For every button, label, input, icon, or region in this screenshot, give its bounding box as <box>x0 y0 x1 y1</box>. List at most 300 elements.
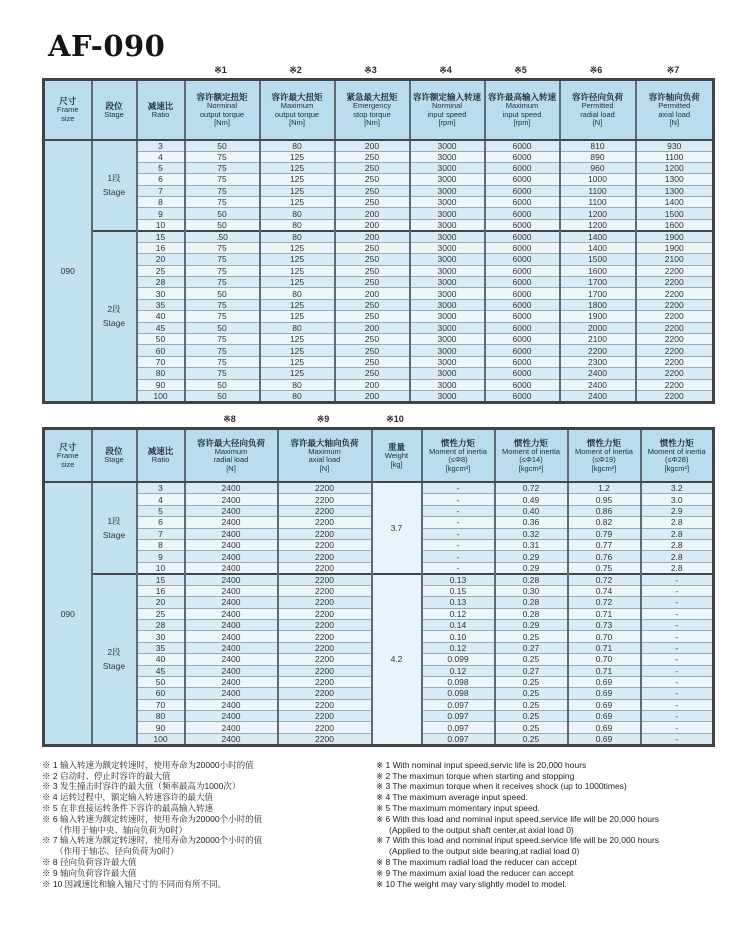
spec-value-cell: 2200 <box>278 551 372 562</box>
spec-value-cell: 2400 <box>560 379 636 390</box>
footnote-line: ※ 6 With this load and nominal input speed,service life will be 20,000 hours <box>376 813 660 824</box>
spec-value-cell: 6000 <box>485 140 560 152</box>
header-label-en: Emergency <box>353 101 391 110</box>
spec-value-cell: 2200 <box>636 288 714 299</box>
footnote-line: ※ 3 发生撞击时容许的最大值（频率最高为1000次） <box>42 781 241 792</box>
ratio-cell: 10 <box>137 219 185 231</box>
footnote-line: ※ 10 The weight may vary slightly model to model. <box>376 878 567 889</box>
ratio-cell: 6 <box>137 174 185 185</box>
spec-value-cell: 1400 <box>636 197 714 208</box>
table1-ref-marks-row <box>42 62 712 78</box>
spec-value-cell: 3000 <box>410 379 485 390</box>
ratio-cell: 25 <box>137 608 185 619</box>
spec-value-cell: 2400 <box>185 676 278 687</box>
spec-value-cell: 0.25 <box>495 688 568 699</box>
spec-value-cell: 6000 <box>485 288 560 299</box>
header-label-en: Maximum <box>280 101 314 110</box>
spec-value-cell: 1500 <box>636 208 714 219</box>
spec-value-cell: 6000 <box>485 368 560 379</box>
spec-value-cell: 6000 <box>485 197 560 208</box>
spec-value-cell: 0.12 <box>422 608 495 619</box>
header-label-en: Frame <box>56 105 79 115</box>
spec-value-cell: 0.86 <box>568 505 641 516</box>
spec-value-cell: 0.25 <box>495 699 568 710</box>
spec-value-cell: 2200 <box>278 699 372 710</box>
spec-value-cell: 250 <box>335 277 410 288</box>
spec-value-cell: 6000 <box>485 379 560 390</box>
footnote-line: ※ 4 运转过程中，额定输入转速容许的最大值 <box>42 792 213 803</box>
spec-value-cell: 6000 <box>485 299 560 310</box>
spec-value-cell: 6000 <box>485 356 560 367</box>
spec-value-cell: - <box>641 585 714 596</box>
spec-value-cell: 0.097 <box>422 722 495 733</box>
ratio-cell: 8 <box>137 539 185 550</box>
spec-value-cell: 200 <box>335 231 410 243</box>
ref-mark-empty <box>135 62 183 78</box>
spec-value-cell: 75 <box>185 242 260 253</box>
header-cell <box>92 428 137 482</box>
ratio-cell: 60 <box>137 345 185 356</box>
header-label-en: Norminal <box>206 101 237 110</box>
ratio-cell: 20 <box>137 597 185 608</box>
spec-value-cell: 80 <box>260 379 335 390</box>
spec-value-cell: 125 <box>260 333 335 344</box>
header-cell <box>185 428 278 482</box>
spec-value-cell: 75 <box>185 277 260 288</box>
spec-value-cell: 250 <box>335 254 410 265</box>
spec-value-cell: 75 <box>185 333 260 344</box>
spec-value-cell: 250 <box>335 345 410 356</box>
stage-cell: 2段 Stage <box>92 574 137 746</box>
header-label-zh: 段位 <box>105 446 123 457</box>
header-label-zh: 减速比 <box>147 446 174 457</box>
header-label-en: axial load <box>658 109 691 119</box>
weight-cell: 3.7 <box>372 482 422 573</box>
ratio-cell: 25 <box>137 265 185 276</box>
spec-value-cell: 0.25 <box>495 676 568 687</box>
header-label-en: Maximum <box>214 446 248 456</box>
spec-value-cell: 0.70 <box>568 631 641 642</box>
spec-value-cell: 0.25 <box>495 654 568 665</box>
spec-value-cell: 6000 <box>485 390 560 402</box>
spec-value-cell: 0.32 <box>495 528 568 539</box>
spec-value-cell: 2200 <box>278 539 372 550</box>
header-label-en: output torque <box>274 109 320 119</box>
ratio-cell: 45 <box>137 322 185 333</box>
spec-value-cell: 2400 <box>185 539 278 550</box>
spec-value-cell: 0.71 <box>568 642 641 653</box>
spec-value-cell: 2.9 <box>641 505 714 516</box>
spec-value-cell: 200 <box>335 322 410 333</box>
spec-value-cell: 80 <box>260 390 335 402</box>
ref-mark: ※10 <box>386 413 404 424</box>
spec-value-cell: 0.79 <box>568 528 641 539</box>
spec-value-cell: 2400 <box>185 631 278 642</box>
header-label-en: [N] <box>226 463 236 473</box>
spec-value-cell: - <box>422 494 495 505</box>
spec-value-cell: 6000 <box>485 277 560 288</box>
spec-value-cell: 0.70 <box>568 654 641 665</box>
header-label-en: [rpm] <box>438 118 456 127</box>
stage-cell: 1段 Stage <box>92 140 137 231</box>
ref-mark-empty <box>566 411 639 427</box>
spec-value-cell: 0.75 <box>568 562 641 574</box>
spec-value-cell: 0.12 <box>422 665 495 676</box>
header-label-en: [kgcm²] <box>664 463 690 473</box>
spec-value-cell: 3000 <box>410 231 485 243</box>
footnote-line: ※ 8 The maximum radial load the reducer can accept <box>376 857 577 868</box>
ratio-cell: 50 <box>137 333 185 344</box>
spec-value-cell: 0.098 <box>422 676 495 687</box>
spec-value-cell: 250 <box>335 311 410 322</box>
ref-mark: ※1 <box>214 65 227 75</box>
spec-value-cell: 0.25 <box>495 722 568 733</box>
spec-value-cell: 2200 <box>560 345 636 356</box>
ratio-cell: 30 <box>137 288 185 299</box>
header-label-en: Moment of inertia <box>429 446 487 456</box>
spec-value-cell: 0.13 <box>422 574 495 586</box>
spec-value-cell: 3000 <box>410 299 485 310</box>
spec-value-cell: 250 <box>335 197 410 208</box>
ratio-cell: 7 <box>137 185 185 196</box>
spec-value-cell: 75 <box>185 311 260 322</box>
spec-value-cell: 250 <box>335 174 410 185</box>
spec-value-cell: 3000 <box>410 368 485 379</box>
spec-value-cell: 250 <box>335 265 410 276</box>
spec-value-cell: 960 <box>560 162 636 173</box>
spec-value-cell: 2200 <box>636 390 714 402</box>
spec-value-cell: 6000 <box>485 185 560 196</box>
spec-value-cell: 75 <box>185 265 260 276</box>
spec-value-cell: - <box>641 642 714 653</box>
spec-value-cell: 1100 <box>636 151 714 162</box>
spec-value-cell: 200 <box>335 379 410 390</box>
spec-value-cell: 125 <box>260 311 335 322</box>
spec-value-cell: 250 <box>335 151 410 162</box>
header-label-en: Maximum <box>308 446 341 456</box>
spec-value-cell: 125 <box>260 242 335 253</box>
spec-value-cell: 75 <box>185 197 260 208</box>
spec-value-cell: 0.15 <box>422 585 495 596</box>
spec-value-cell: 125 <box>260 356 335 367</box>
header-cell <box>636 80 714 140</box>
spec-value-cell: 2200 <box>278 608 372 619</box>
spec-value-cell: 2400 <box>560 390 636 402</box>
header-label-zh: 紧急最大扭矩 <box>346 92 398 102</box>
spec-value-cell: 0.71 <box>568 608 641 619</box>
header-cell <box>485 80 560 140</box>
ref-mark-empty <box>420 411 493 427</box>
header-label-en: size <box>61 459 75 469</box>
footnote-line: ※ 7 输入转速为额定转速时，使用寿命为20000个小时的值 <box>42 835 263 846</box>
spec-value-cell: 200 <box>335 390 410 402</box>
ratio-cell: 16 <box>137 242 185 253</box>
spec-value-cell: 2400 <box>185 585 278 596</box>
ratio-cell: 90 <box>137 722 185 733</box>
spec-value-cell: 6000 <box>485 208 560 219</box>
footnote-line: ※ 2 The maximun torque when starting and stopping <box>376 770 575 781</box>
spec-value-cell: 1400 <box>560 242 636 253</box>
spec-value-cell: 2200 <box>278 574 372 586</box>
spec-value-cell: 2400 <box>185 688 278 699</box>
header-label-en: (≤Φ28) <box>665 455 689 465</box>
ratio-cell: 9 <box>137 551 185 562</box>
footnote-line: (Applied to the output side bearing,at radial load 0) <box>389 846 580 857</box>
ratio-cell: 8 <box>137 197 185 208</box>
spec-value-cell: 250 <box>335 242 410 253</box>
spec-value-cell: 6000 <box>485 311 560 322</box>
ratio-cell: 6 <box>137 517 185 528</box>
spec-value-cell: 1600 <box>636 219 714 231</box>
spec-value-cell: 3.2 <box>641 482 714 494</box>
ratio-cell: 3 <box>137 140 185 152</box>
spec-value-cell: 6000 <box>485 254 560 265</box>
spec-value-cell: 2400 <box>185 574 278 586</box>
spec-value-cell: 125 <box>260 151 335 162</box>
header-label-en: Ratio <box>151 455 170 465</box>
spec-value-cell: - <box>641 733 714 745</box>
header-cell <box>560 80 636 140</box>
header-label-en: radial load <box>580 109 615 119</box>
ratio-cell: 70 <box>137 356 185 367</box>
header-label-zh: 容许轴向负荷 <box>648 92 700 102</box>
header-label-zh: 尺寸 <box>59 96 77 107</box>
spec-value-cell: 2200 <box>278 654 372 665</box>
spec-value-cell: 75 <box>185 151 260 162</box>
header-label-en: output torque <box>199 109 245 119</box>
spec-value-cell: 2400 <box>185 494 278 505</box>
spec-value-cell: 3000 <box>410 265 485 276</box>
header-cell <box>92 80 137 140</box>
header-label-en: Weight <box>384 451 409 461</box>
spec-value-cell: 0.49 <box>495 494 568 505</box>
ref-mark: ※7 <box>666 65 680 75</box>
ratio-cell: 3 <box>137 482 185 494</box>
spec-value-cell: 6000 <box>485 231 560 243</box>
header-label-en: size <box>61 113 75 123</box>
header-label-en: [Nm] <box>364 118 380 127</box>
ratio-cell: 40 <box>137 654 185 665</box>
spec-value-cell: 0.29 <box>495 551 568 562</box>
ratio-cell: 35 <box>137 642 185 653</box>
spec-value-cell: 0.72 <box>568 574 641 586</box>
header-label-en: [kg] <box>390 459 403 469</box>
spec-value-cell: 2200 <box>636 379 714 390</box>
header-cell <box>278 428 372 482</box>
spec-value-cell: 0.74 <box>568 585 641 596</box>
spec-value-cell: 3000 <box>410 197 485 208</box>
spec-value-cell: 0.72 <box>568 597 641 608</box>
spec-value-cell: 2200 <box>278 631 372 642</box>
header-cell <box>372 428 422 482</box>
spec-value-cell: 2200 <box>278 688 372 699</box>
spec-value-cell: 80 <box>260 208 335 219</box>
spec-value-cell: 50 <box>185 390 260 402</box>
ref-mark-empty <box>42 62 90 78</box>
spec-value-cell: 2400 <box>185 597 278 608</box>
spec-value-cell: 1300 <box>636 185 714 196</box>
ref-mark: ※5 <box>514 65 527 75</box>
spec-value-cell: 2200 <box>278 665 372 676</box>
footnote-line: ※ 5 The maximum momentary input speed. <box>376 803 540 814</box>
spec-value-cell: 80 <box>260 288 335 299</box>
spec-value-cell: 2200 <box>636 299 714 310</box>
spec-value-cell: 200 <box>335 208 410 219</box>
spec-value-cell: 2200 <box>278 482 372 494</box>
spec-value-cell: 2.8 <box>641 528 714 539</box>
spec-value-cell: 50 <box>185 322 260 333</box>
ref-mark: ※4 <box>439 65 452 75</box>
ref-mark-empty <box>90 411 135 427</box>
spec-value-cell: 0.72 <box>495 482 568 494</box>
spec-value-cell: 3000 <box>410 356 485 367</box>
spec-value-cell: 0.40 <box>495 505 568 516</box>
spec-value-cell: - <box>641 654 714 665</box>
spec-value-cell: 2200 <box>636 277 714 288</box>
ref-mark-empty <box>42 411 90 427</box>
spec-value-cell: 50 <box>185 219 260 231</box>
spec-value-cell: 1500 <box>560 254 636 265</box>
spec-value-cell: 50 <box>185 288 260 299</box>
spec-value-cell: 6000 <box>485 322 560 333</box>
ref-mark: ※2 <box>289 65 302 75</box>
header-label-en: input speed <box>427 109 467 119</box>
spec-value-cell: 6000 <box>485 219 560 231</box>
ratio-cell: 15 <box>137 231 185 243</box>
footnote-line: ※ 7 With this load and nominal input speed.service life will be 20,000 hours <box>376 835 660 846</box>
header-label-en: [Nm] <box>214 118 230 127</box>
spec-value-cell: 0.097 <box>422 699 495 710</box>
spec-value-cell: 125 <box>260 368 335 379</box>
spec-value-cell: 0.097 <box>422 733 495 745</box>
spec-value-cell: 2400 <box>560 368 636 379</box>
spec-value-cell: 2200 <box>278 619 372 630</box>
spec-value-cell: 0.82 <box>568 517 641 528</box>
spec-value-cell: 125 <box>260 174 335 185</box>
frame-size-cell: 090 <box>44 482 92 745</box>
spec-value-cell: 50 <box>185 140 260 152</box>
footnote-line: ※ 2 启动时、停止时容许的最大值 <box>42 770 171 781</box>
spec-value-cell: 50 <box>185 208 260 219</box>
header-label-en: radial load <box>213 455 249 465</box>
spec-value-cell: 890 <box>560 151 636 162</box>
spec-value-cell: 1200 <box>560 219 636 231</box>
spec-value-cell: 2200 <box>636 265 714 276</box>
spec-value-cell: 80 <box>260 231 335 243</box>
spec-value-cell: 0.95 <box>568 494 641 505</box>
ref-mark: ※8 <box>223 413 236 424</box>
header-label-en: input speed <box>502 109 542 119</box>
header-label-en: Stage <box>104 109 124 119</box>
header-cell <box>335 80 410 140</box>
spec-value-cell: 0.14 <box>422 619 495 630</box>
spec-value-cell: 0.69 <box>568 676 641 687</box>
header-cell <box>260 80 335 140</box>
ref-mark: ※3 <box>364 65 377 75</box>
spec-value-cell: 2400 <box>185 551 278 562</box>
ratio-cell: 28 <box>137 277 185 288</box>
spec-value-cell: 250 <box>335 299 410 310</box>
ref-mark-empty <box>493 411 566 427</box>
spec-value-cell: - <box>641 699 714 710</box>
spec-value-cell: - <box>641 597 714 608</box>
spec-value-cell: 2200 <box>278 505 372 516</box>
header-label-en: stop torque <box>353 109 391 119</box>
spec-value-cell: 2200 <box>278 517 372 528</box>
spec-value-cell: 2300 <box>560 356 636 367</box>
ratio-cell: 15 <box>137 574 185 586</box>
header-label-zh: 段位 <box>105 100 123 111</box>
header-label-en: [Nm] <box>289 118 305 127</box>
spec-value-cell: 2400 <box>185 608 278 619</box>
spec-value-cell: 2200 <box>636 356 714 367</box>
footnotes-english <box>376 760 714 890</box>
spec-value-cell: 75 <box>185 299 260 310</box>
ratio-cell: 50 <box>137 676 185 687</box>
spec-value-cell: 2200 <box>636 345 714 356</box>
ratio-cell: 60 <box>137 688 185 699</box>
spec-value-cell: 2200 <box>636 333 714 344</box>
footnote-line: ※ 10 因减速比和输入轴尺寸的不同而有所不同。 <box>42 878 227 889</box>
spec-value-cell: 3000 <box>410 242 485 253</box>
header-label-zh: 容许额定扭矩 <box>196 92 248 102</box>
ratio-cell: 30 <box>137 631 185 642</box>
spec-value-cell: .50 <box>185 231 260 243</box>
spec-value-cell: 2200 <box>278 494 372 505</box>
spec-value-cell: 1700 <box>560 288 636 299</box>
spec-value-cell: 80 <box>260 322 335 333</box>
spec-value-cell: - <box>422 562 495 574</box>
spec-value-cell: 3000 <box>410 390 485 402</box>
header-cell <box>137 428 185 482</box>
spec-value-cell: 2.8 <box>641 562 714 574</box>
ratio-cell: 28 <box>137 619 185 630</box>
spec-value-cell: 75 <box>185 254 260 265</box>
spec-value-cell: - <box>422 551 495 562</box>
spec-value-cell: 0.69 <box>568 711 641 722</box>
spec-value-cell: 6000 <box>485 333 560 344</box>
footnote-line: ※ 4 The maximum average input speed. <box>376 792 529 803</box>
spec-value-cell: 3000 <box>410 140 485 152</box>
spec-value-cell: 1400 <box>560 231 636 243</box>
spec-value-cell: 125 <box>260 197 335 208</box>
spec-value-cell: 1100 <box>560 197 636 208</box>
ref-mark-empty <box>90 62 135 78</box>
spec-value-cell: 0.12 <box>422 642 495 653</box>
spec-value-cell: 3000 <box>410 174 485 185</box>
spec-value-cell: 200 <box>335 288 410 299</box>
ratio-cell: 7 <box>137 528 185 539</box>
ratio-cell: 4 <box>137 151 185 162</box>
spec-value-cell: 3.0 <box>641 494 714 505</box>
header-label-en: Frame <box>56 451 79 461</box>
spec-value-cell: - <box>641 676 714 687</box>
spec-value-cell: 1200 <box>636 162 714 173</box>
spec-value-cell: 2.8 <box>641 551 714 562</box>
spec-value-cell: 125 <box>260 299 335 310</box>
table2-ref-marks-row <box>42 411 712 427</box>
spec-value-cell: 2200 <box>636 322 714 333</box>
header-label-en: (≤Φ19) <box>592 455 616 465</box>
spec-value-cell: 0.28 <box>495 608 568 619</box>
spec-value-cell: - <box>422 517 495 528</box>
spec-value-cell: 80 <box>260 219 335 231</box>
spec-value-cell: 3000 <box>410 288 485 299</box>
spec-value-cell: 2200 <box>278 676 372 687</box>
header-label-zh: 尺寸 <box>59 442 77 453</box>
spec-value-cell: 1800 <box>560 299 636 310</box>
spec-value-cell: 3000 <box>410 162 485 173</box>
